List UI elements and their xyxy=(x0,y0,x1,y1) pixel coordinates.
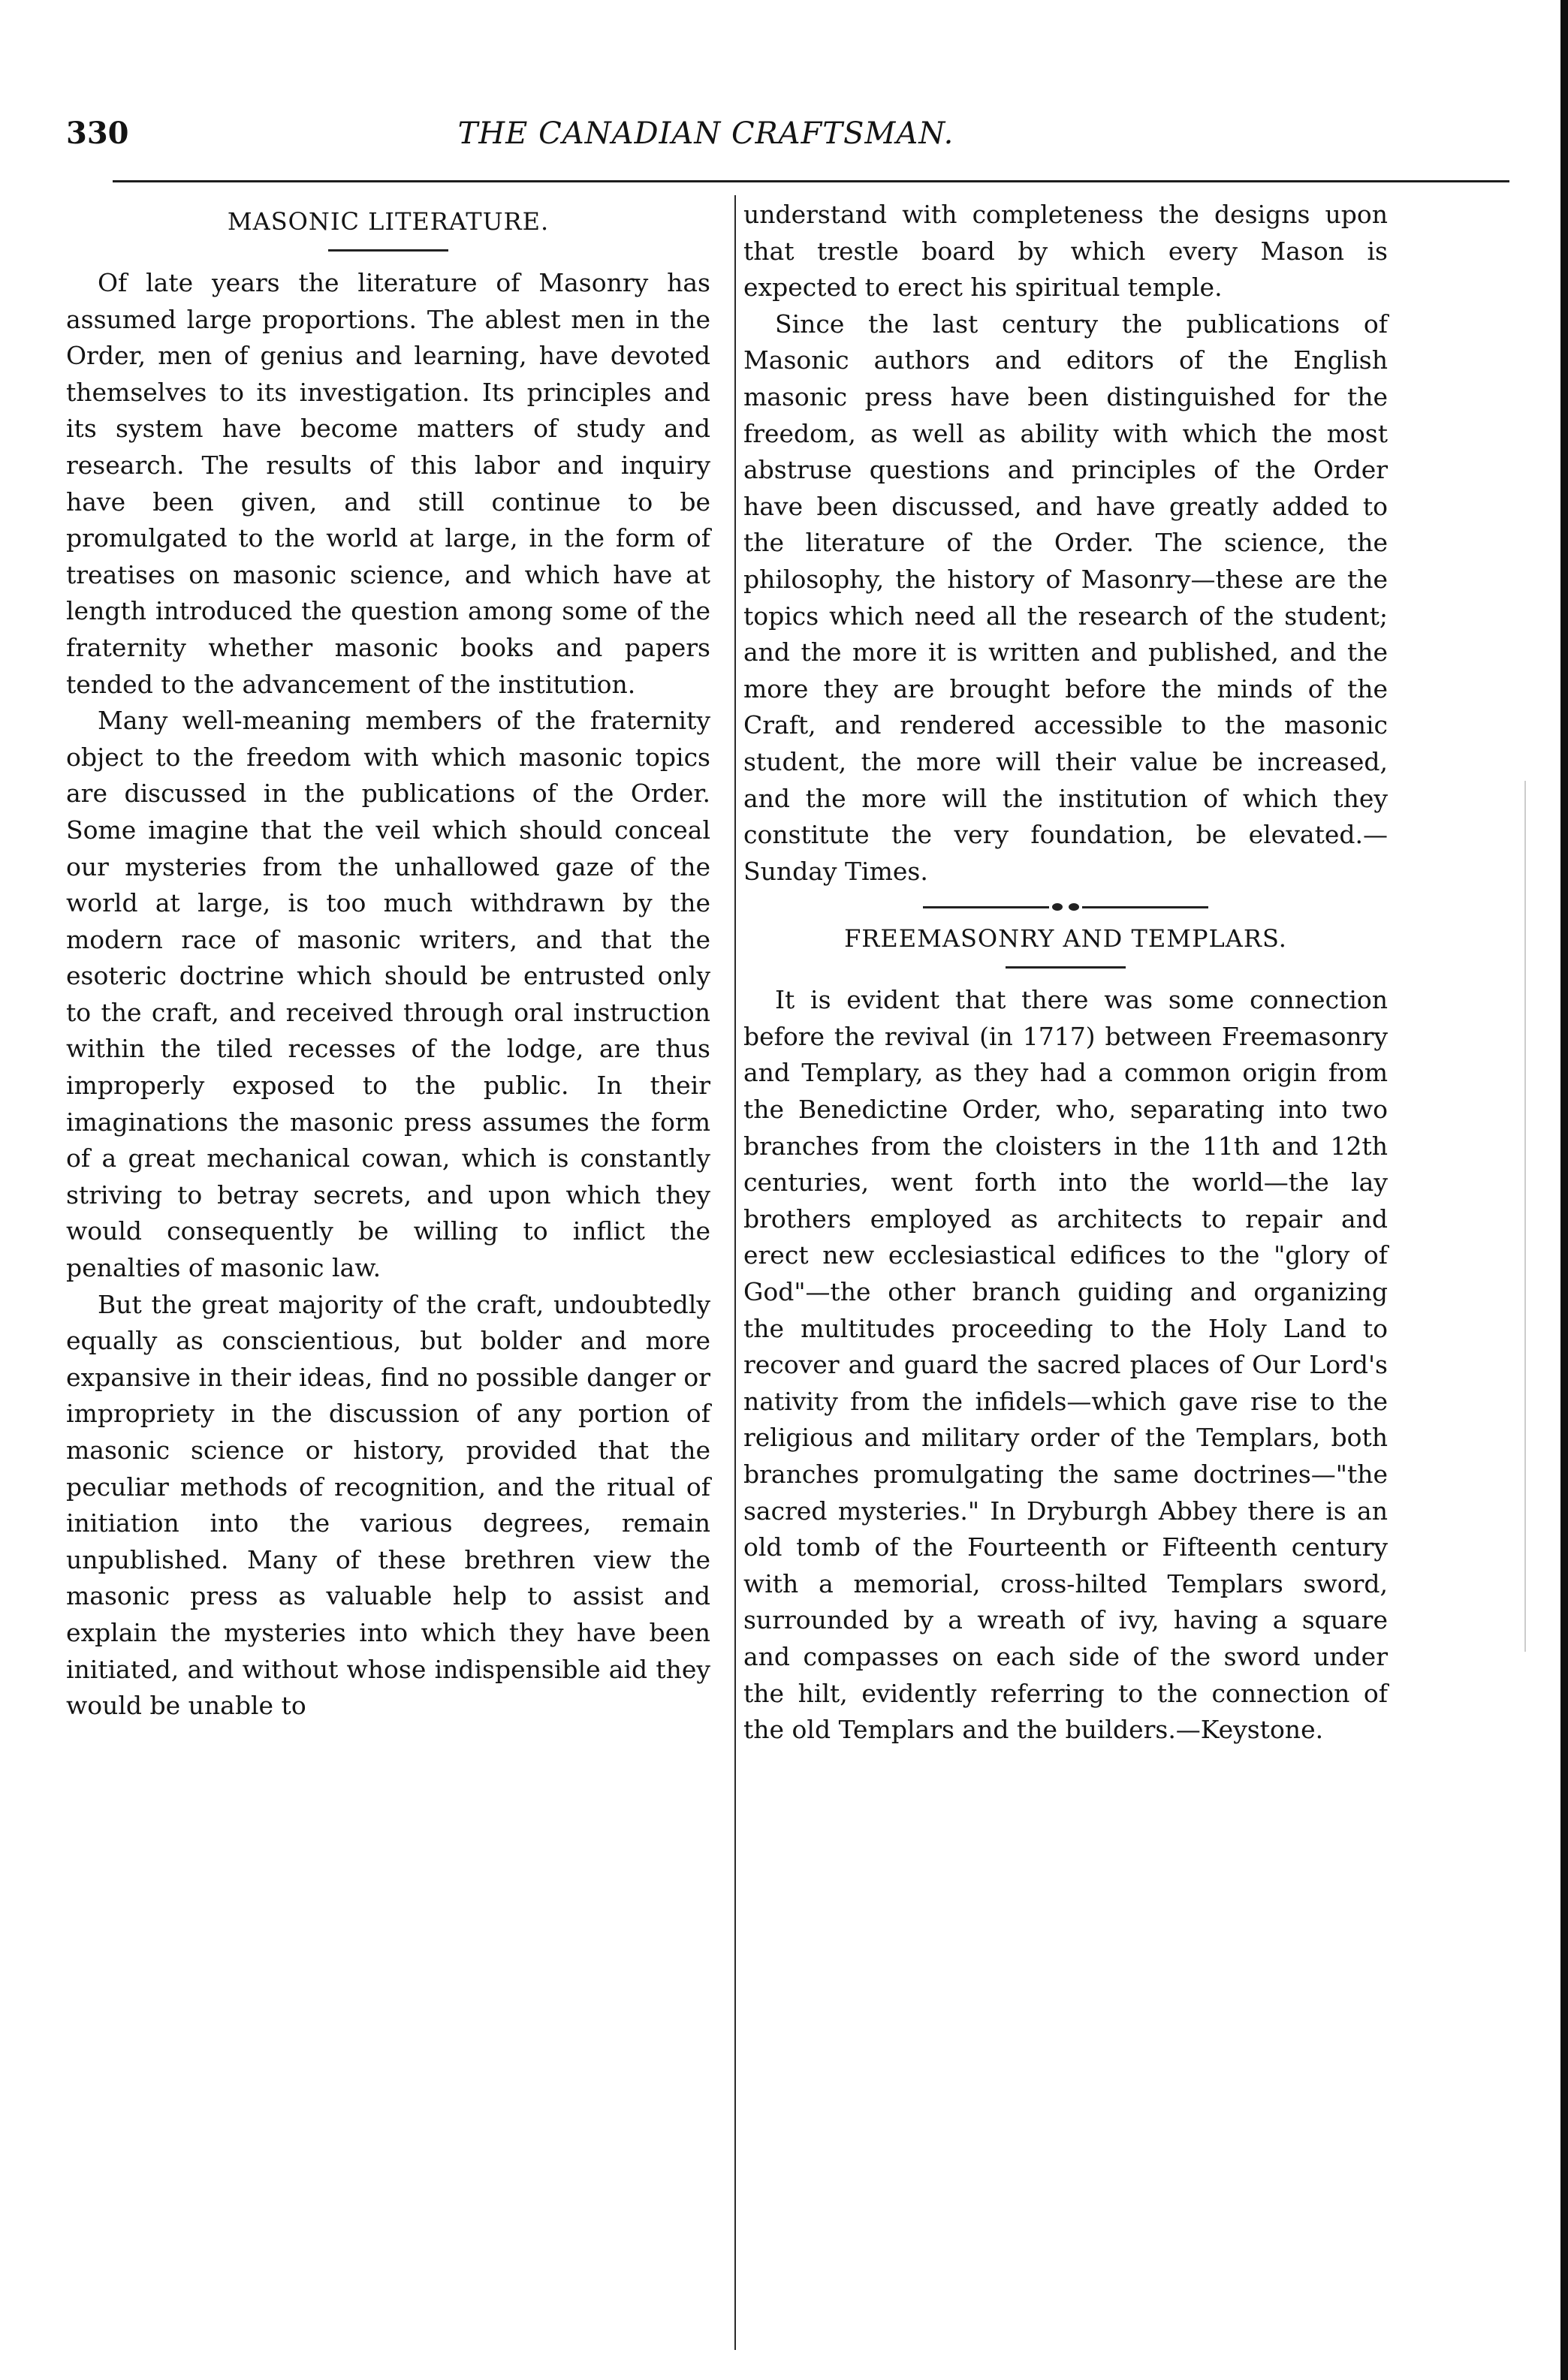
paragraph: But the great majority of the craft, undoubtedly equally as conscientious, but bolder and more expansive in their ideas, find no possible danger or impropriety in the discussion of any portion of masonic science or history, provided that the peculiar methods of recognition, and the ritual of initiation into the various degrees, remain unpublished. Many of these brethren view the masonic press as valuable help to assist and explain the mysteries into which they have been initiated, and without whose indispensible aid they would be unable to xyxy=(66,1289,710,1721)
paragraph-continuation: understand with completeness the designs upon that trestle board by which every Mason is expected to erect his spiritual temple. xyxy=(743,200,1388,303)
heading-rule xyxy=(328,249,448,252)
paragraph: Of late years the literature of Masonry has assumed large proportions. The ablest men in the Order, men of genius and learning, have devoted themselves to its investigation. Its principles and its system have become matters of study and research. The results of this labor and inquiry have been given, and still continue to be promulgated to the world at large, in the form of treatises on masonic science, and which have at length introduced the question among some of the fraternity whether masonic books and papers tended to the advancement of the institution. xyxy=(66,268,710,699)
header-rule xyxy=(113,180,1509,182)
column-divider xyxy=(734,195,736,2350)
article-heading-masonic-literature: MASONIC LITERATURE. xyxy=(227,207,550,236)
scan-gutter-mark xyxy=(1524,781,1526,1652)
section-ornament xyxy=(923,903,1208,911)
paragraph: Since the last century the publications of Masonic authors and editors of the English masonic press have been distinguished for the freedom, as well as ability with which the most abstruse questions and principles of the Order have been discussed, and have greatly added to the literature of the Order. The science, the philosophy, the history of Masonry—these are the topics which need all the research of the student; and the more it is written and published, and the more they are brought before the minds of the Craft, and rendered accessible to the masonic student, the more will their value be increased, and the more will the institution of which they constitute the very foundation, be elevated.—Sunday Times. xyxy=(743,309,1388,886)
paragraph: It is evident that there was some connection before the revival (in 1717) between Freemasonry and Templary, as they had a common origin from the Benedictine Order, who, separating into two branches from the cloisters in the 11th and 12th centuries, went forth into the world—the lay brothers employed as architects to repair and erect new ecclesiastical edifices to the "glory of God"—the other branch guiding and organizing the multitudes proceeding to the Holy Land to recover and guard the sacred places of Our Lord's nativity from the infidels—which gave rise to the religious and military order of the Templars, both branches promulgating the same doctrines—"the sacred mysteries." In Dryburgh Abbey there is an old tomb of the Fourteenth or Fifteenth century with a memorial, cross-hilted Templars sword, surrounded by a wreath of ivy, having a square and compasses on each side of the sword under the hilt, evidently referring to the connection of the old Templars and the builders.—Keystone. xyxy=(743,985,1388,1745)
running-title: THE CANADIAN CRAFTSMAN. xyxy=(457,116,954,151)
article-heading-freemasonry-and-templars: FREEMASONRY AND TEMPLARS. xyxy=(844,924,1287,954)
paragraph: Many well-meaning members of the fraternity object to the freedom with which masonic topics are discussed in the publications of the Order. Some imagine that the veil which should conceal our mysteries from the unhallowed gaze of the world at large, is too much withdrawn by the modern race of masonic writers, and that the esoteric doctrine which should be entrusted only to the craft, and received through oral instruction within the tiled recesses of the lodge, are thus improperly exposed to the public. In their imaginations the masonic press assumes the form of a great mechanical cowan, which is constantly striving to betray secrets, and upon which they would consequently be willing to inflict the penalties of masonic law. xyxy=(66,706,710,1283)
right-column xyxy=(743,197,1388,1749)
scan-edge xyxy=(1560,0,1568,2380)
heading-rule xyxy=(1006,966,1126,969)
page-number: 330 xyxy=(66,116,129,151)
page-header xyxy=(0,111,1568,156)
left-column xyxy=(66,197,710,1725)
